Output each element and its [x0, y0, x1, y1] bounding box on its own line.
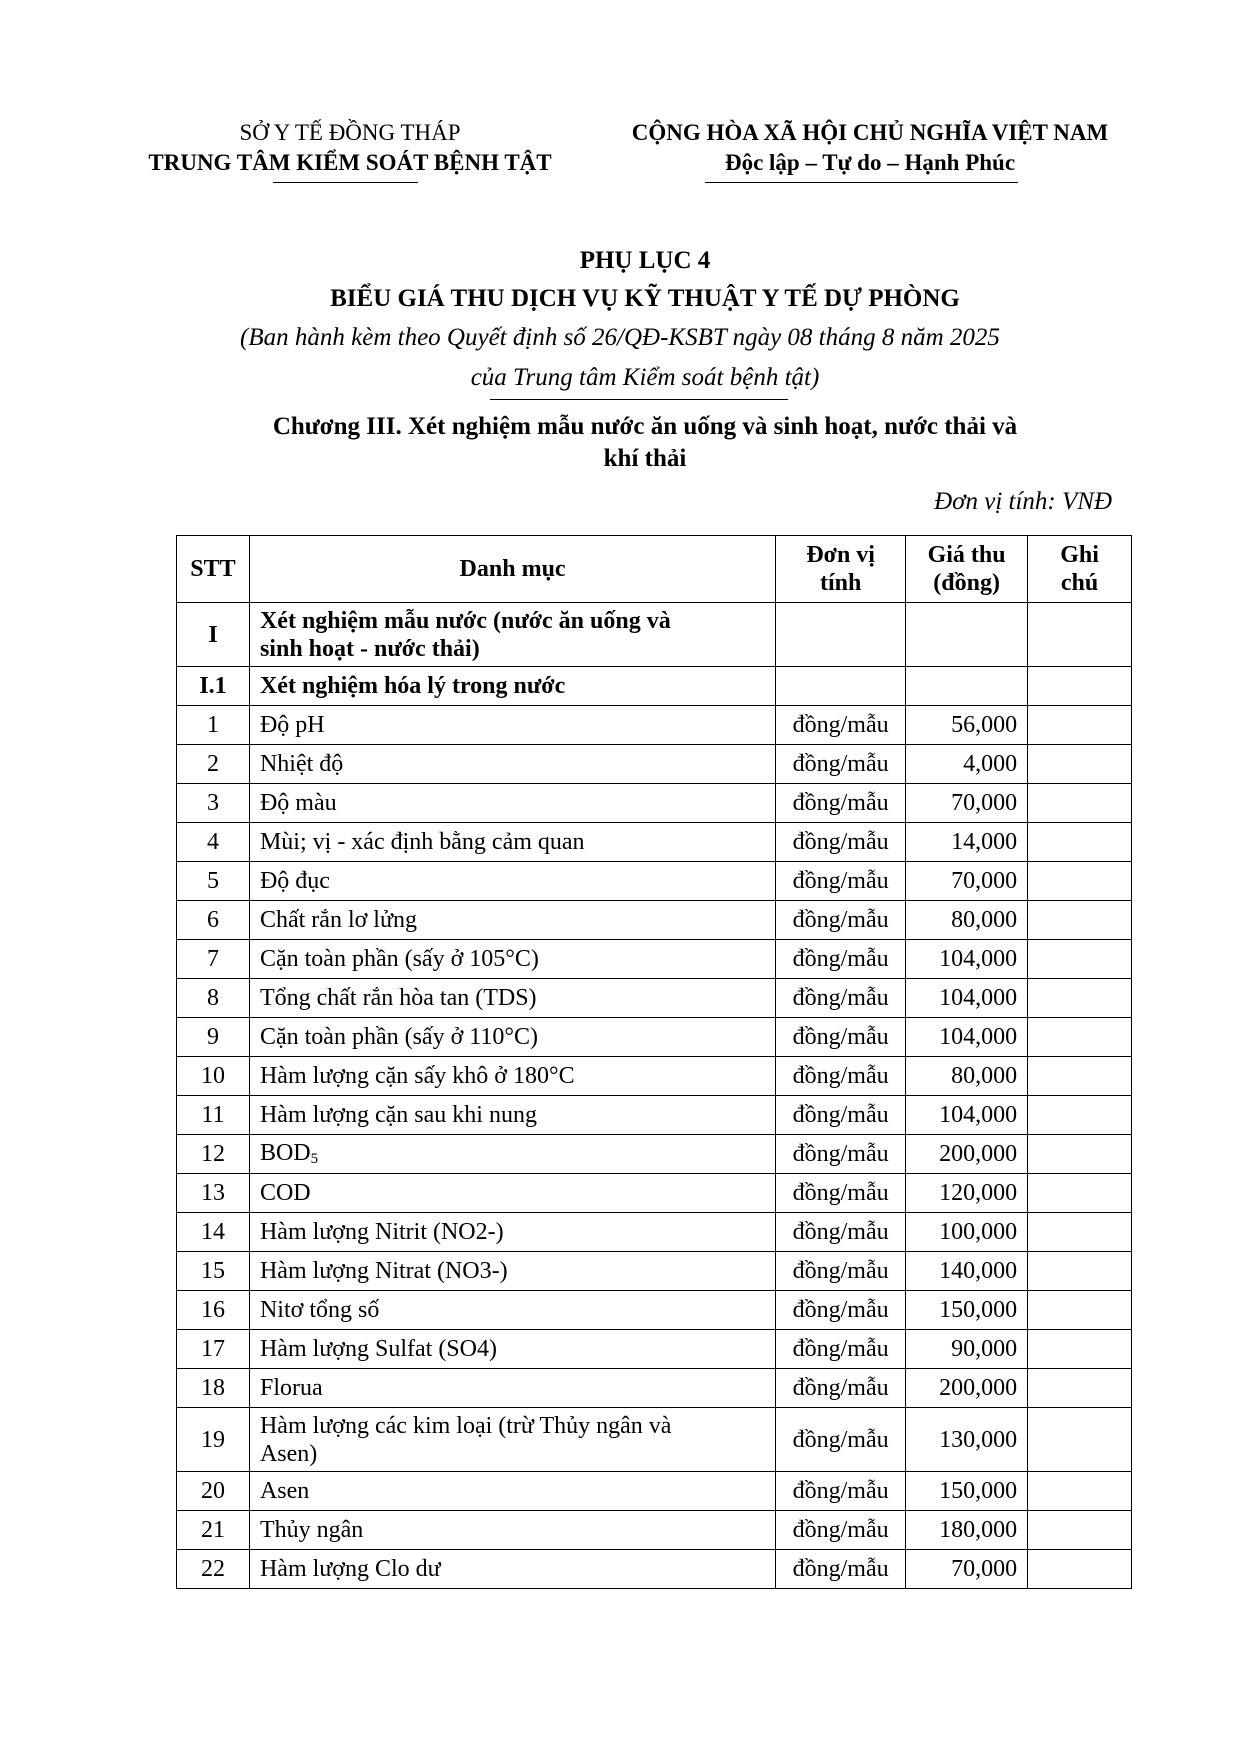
item-stt: 19 — [177, 1408, 250, 1472]
item-unit: đồng/mẫu — [776, 1330, 906, 1369]
item-note — [1028, 1252, 1132, 1291]
item-name-text: Thủy ngân — [259, 1516, 364, 1543]
item-name — [249, 745, 775, 784]
item-stt: 14 — [177, 1213, 250, 1252]
item-note — [1028, 745, 1132, 784]
item-note — [1028, 1330, 1132, 1369]
item-unit: đồng/mẫu — [776, 823, 906, 862]
decision-underline — [490, 399, 788, 400]
item-name-text: Chất rắn lơ lửng — [259, 906, 417, 933]
header-name: Danh mục — [249, 536, 775, 603]
item-price: 70,000 — [906, 1550, 1028, 1589]
table-row — [177, 1096, 1132, 1135]
item-price: 150,000 — [906, 1291, 1028, 1330]
section-price — [906, 603, 1028, 667]
item-note — [1028, 979, 1132, 1018]
item-name-text: Độ màu — [259, 789, 337, 816]
item-unit: đồng/mẫu — [776, 862, 906, 901]
table-row — [177, 1550, 1132, 1589]
item-name — [249, 1252, 775, 1291]
item-name — [249, 1096, 775, 1135]
header-unit — [776, 536, 906, 603]
item-name — [249, 1174, 775, 1213]
item-unit: đồng/mẫu — [776, 1291, 906, 1330]
item-note — [1028, 1550, 1132, 1589]
section-unit — [776, 603, 906, 667]
decision-line-1: (Ban hành kèm theo Quyết định số 26/QĐ-KSBT ngày 08 tháng 8 năm 2025 — [240, 324, 1000, 351]
header-note-line-2: chú — [1060, 570, 1099, 596]
item-unit: đồng/mẫu — [776, 1472, 906, 1511]
subsection-unit — [776, 667, 906, 706]
item-unit: đồng/mẫu — [776, 1408, 906, 1472]
item-name — [249, 1550, 775, 1589]
chapter-title — [0, 411, 1241, 475]
item-note — [1028, 1369, 1132, 1408]
item-price: 80,000 — [906, 1057, 1028, 1096]
agency-block — [110, 118, 590, 178]
item-stt: 7 — [177, 940, 250, 979]
item-stt: 12 — [177, 1135, 250, 1174]
item-stt: 9 — [177, 1018, 250, 1057]
item-name-text: Hàm lượng các kim loại (trừ Thủy ngân và — [259, 1412, 672, 1439]
section-name-line-2: sinh hoạt - nước thải) — [259, 635, 480, 662]
subsection-note — [1028, 667, 1132, 706]
item-note — [1028, 1135, 1132, 1174]
item-name-text: Florua — [259, 1374, 323, 1401]
item-unit: đồng/mẫu — [776, 1135, 906, 1174]
item-unit: đồng/mẫu — [776, 1213, 906, 1252]
chapter-title-line-2: khí thải — [603, 445, 687, 472]
item-name — [249, 706, 775, 745]
item-name-text: Hàm lượng Sulfat (SO4) — [259, 1335, 497, 1362]
item-name — [249, 823, 775, 862]
header-note-line-1: Ghi — [1060, 542, 1099, 568]
item-stt: 6 — [177, 901, 250, 940]
table-row — [177, 1369, 1132, 1408]
item-unit: đồng/mẫu — [776, 1096, 906, 1135]
item-stt: 18 — [177, 1369, 250, 1408]
item-note — [1028, 1174, 1132, 1213]
item-name — [249, 901, 775, 940]
item-stt: 8 — [177, 979, 250, 1018]
national-motto-block — [600, 118, 1140, 178]
header-stt: STT — [177, 536, 250, 603]
item-note — [1028, 1472, 1132, 1511]
table-row — [177, 1291, 1132, 1330]
table-row — [177, 1511, 1132, 1550]
item-stt: 3 — [177, 784, 250, 823]
header-price-line-1: Giá thu — [927, 542, 1006, 568]
header-unit-line-2: tính — [819, 570, 862, 596]
table-row — [177, 1472, 1132, 1511]
item-name — [249, 1408, 775, 1472]
item-name — [249, 862, 775, 901]
subsection-name: Xét nghiệm hóa lý trong nước — [249, 667, 775, 706]
item-unit: đồng/mẫu — [776, 1511, 906, 1550]
item-price: 70,000 — [906, 862, 1028, 901]
table-row — [177, 1213, 1132, 1252]
item-note — [1028, 901, 1132, 940]
item-price: 70,000 — [906, 784, 1028, 823]
item-name — [249, 1291, 775, 1330]
item-price: 200,000 — [906, 1135, 1028, 1174]
item-unit: đồng/mẫu — [776, 1174, 906, 1213]
item-name — [249, 1135, 775, 1174]
item-unit: đồng/mẫu — [776, 1252, 906, 1291]
item-price: 104,000 — [906, 1096, 1028, 1135]
item-name — [249, 784, 775, 823]
header-price — [906, 536, 1028, 603]
item-note — [1028, 1511, 1132, 1550]
item-stt: 15 — [177, 1252, 250, 1291]
chapter-title-line-1: Chương III. Xét nghiệm mẫu nước ăn uống và sinh hoạt, nước thải và — [272, 413, 1018, 440]
item-name-text: Hàm lượng Nitrit (NO2-) — [259, 1218, 504, 1245]
item-note — [1028, 784, 1132, 823]
motto-underline — [705, 182, 1018, 183]
country-name: CỘNG HÒA XÃ HỘI CHỦ NGHĨA VIỆT NAM — [631, 120, 1109, 145]
agency-name: TRUNG TÂM KIỂM SOÁT BỆNH TẬT — [148, 150, 552, 175]
item-stt: 2 — [177, 745, 250, 784]
section-name-line-1: Xét nghiệm mẫu nước (nước ăn uống và — [259, 607, 671, 634]
item-stt: 4 — [177, 823, 250, 862]
item-stt: 21 — [177, 1511, 250, 1550]
item-unit: đồng/mẫu — [776, 1369, 906, 1408]
item-name — [249, 1018, 775, 1057]
subsection-price — [906, 667, 1028, 706]
table-row — [177, 901, 1132, 940]
item-name-text: Asen — [259, 1477, 310, 1504]
item-note — [1028, 1408, 1132, 1472]
item-unit: đồng/mẫu — [776, 784, 906, 823]
item-name — [249, 1330, 775, 1369]
item-price: 80,000 — [906, 901, 1028, 940]
item-price: 56,000 — [906, 706, 1028, 745]
item-name-text: Độ pH — [259, 711, 325, 738]
appendix-title: PHỤ LỤC 4 — [579, 247, 711, 274]
price-table — [176, 535, 1132, 1589]
decision-line-2: của Trung tâm Kiểm soát bệnh tật) — [470, 364, 820, 391]
motto: Độc lập – Tự do – Hạnh Phúc — [724, 150, 1016, 175]
table-row — [177, 784, 1132, 823]
item-name-text: Nitơ tổng số — [259, 1296, 380, 1323]
item-note — [1028, 706, 1132, 745]
table-row — [177, 979, 1132, 1018]
item-note — [1028, 1213, 1132, 1252]
item-unit: đồng/mẫu — [776, 706, 906, 745]
subsection-stt: I.1 — [177, 667, 250, 706]
item-name — [249, 1369, 775, 1408]
item-unit: đồng/mẫu — [776, 979, 906, 1018]
item-note — [1028, 940, 1132, 979]
subsection-row — [177, 667, 1132, 706]
table-row — [177, 1057, 1132, 1096]
item-unit: đồng/mẫu — [776, 1550, 906, 1589]
table-row — [177, 823, 1132, 862]
item-price: 120,000 — [906, 1174, 1028, 1213]
item-name — [249, 1057, 775, 1096]
item-stt: 11 — [177, 1096, 250, 1135]
item-price: 104,000 — [906, 940, 1028, 979]
item-name-text: Hàm lượng cặn sau khi nung — [259, 1101, 537, 1128]
table-row — [177, 1252, 1132, 1291]
item-price: 130,000 — [906, 1408, 1028, 1472]
item-name-subscript: 5 — [310, 1151, 319, 1167]
item-name-text: Hàm lượng cặn sấy khô ở 180°C — [259, 1062, 575, 1089]
item-name-text: Hàm lượng Nitrat (NO3-) — [259, 1257, 508, 1284]
parent-agency: SỞ Y TẾ ĐỒNG THÁP — [239, 120, 461, 145]
table-header-row — [177, 536, 1132, 603]
item-note — [1028, 1291, 1132, 1330]
table-row — [177, 862, 1132, 901]
item-unit: đồng/mẫu — [776, 940, 906, 979]
item-note — [1028, 1096, 1132, 1135]
section-stt: I — [177, 603, 250, 667]
unit-note: Đơn vị tính: VNĐ — [934, 488, 1112, 515]
item-price: 150,000 — [906, 1472, 1028, 1511]
header-price-line-2: (đồng) — [933, 570, 1000, 596]
item-price: 4,000 — [906, 745, 1028, 784]
item-unit: đồng/mẫu — [776, 1057, 906, 1096]
item-name-text: Mùi; vị - xác định bằng cảm quan — [259, 828, 585, 855]
item-unit: đồng/mẫu — [776, 901, 906, 940]
section-name — [249, 603, 775, 667]
item-stt: 1 — [177, 706, 250, 745]
item-unit: đồng/mẫu — [776, 1018, 906, 1057]
table-row — [177, 1330, 1132, 1369]
item-price: 200,000 — [906, 1369, 1028, 1408]
item-name — [249, 979, 775, 1018]
item-price: 90,000 — [906, 1330, 1028, 1369]
item-unit: đồng/mẫu — [776, 745, 906, 784]
item-stt: 16 — [177, 1291, 250, 1330]
item-stt: 22 — [177, 1550, 250, 1589]
header-note — [1028, 536, 1132, 603]
item-price: 104,000 — [906, 1018, 1028, 1057]
item-name-text: Nhiệt độ — [259, 750, 344, 777]
agency-underline — [273, 182, 418, 183]
item-stt: 17 — [177, 1330, 250, 1369]
item-price: 180,000 — [906, 1511, 1028, 1550]
table-row — [177, 745, 1132, 784]
item-stt: 5 — [177, 862, 250, 901]
item-name-text: Tổng chất rắn hòa tan (TDS) — [259, 984, 537, 1011]
item-name-text: BOD — [259, 1140, 311, 1166]
item-name — [249, 1472, 775, 1511]
item-name — [249, 940, 775, 979]
table-row — [177, 1135, 1132, 1174]
item-name-text: Cặn toàn phần (sấy ở 110°C) — [259, 1023, 538, 1050]
table-row — [177, 1408, 1132, 1472]
item-price: 100,000 — [906, 1213, 1028, 1252]
item-name-text: Độ đục — [259, 867, 330, 894]
table-row — [177, 1174, 1132, 1213]
item-name-text: Hàm lượng Clo dư — [259, 1555, 441, 1582]
section-row — [177, 603, 1132, 667]
item-price: 14,000 — [906, 823, 1028, 862]
item-note — [1028, 862, 1132, 901]
item-name-text: COD — [259, 1179, 311, 1206]
table-row — [177, 940, 1132, 979]
header-unit-line-1: Đơn vị — [806, 542, 875, 568]
item-name — [249, 1511, 775, 1550]
item-stt: 13 — [177, 1174, 250, 1213]
table-row — [177, 1018, 1132, 1057]
section-note — [1028, 603, 1132, 667]
item-note — [1028, 1057, 1132, 1096]
item-name-text: Cặn toàn phần (sấy ở 105°C) — [259, 945, 539, 972]
table-row — [177, 706, 1132, 745]
item-note — [1028, 823, 1132, 862]
item-note — [1028, 1018, 1132, 1057]
item-price: 140,000 — [906, 1252, 1028, 1291]
item-name — [249, 1213, 775, 1252]
item-stt: 10 — [177, 1057, 250, 1096]
item-name-line-2: Asen) — [259, 1440, 318, 1467]
item-price: 104,000 — [906, 979, 1028, 1018]
document-title: BIỂU GIÁ THU DỊCH VỤ KỸ THUẬT Y TẾ DỰ PHÒNG — [330, 285, 960, 312]
item-stt: 20 — [177, 1472, 250, 1511]
